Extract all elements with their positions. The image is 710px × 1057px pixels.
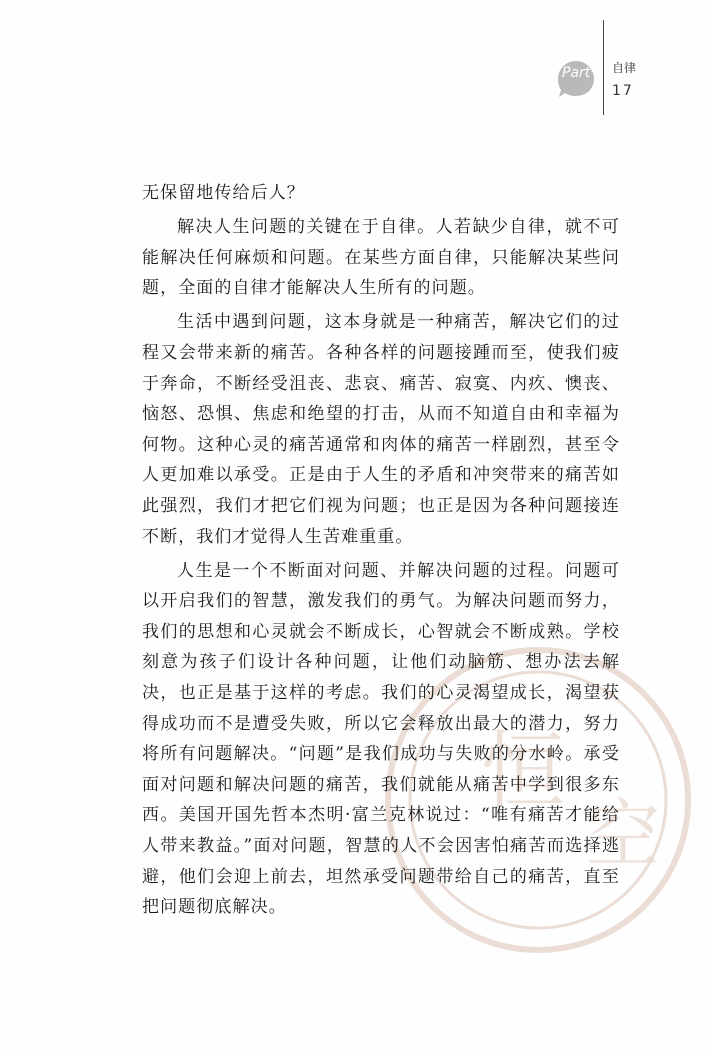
paragraph-continuation: 无保留地传给后人？ (142, 183, 305, 203)
paragraph: 解决人生问题的关键在于自律。人若缺少自律，就不可能解决任何麻烦和问题。在某些方面自律，只能解决某些问题，全面的自律才能解决人生所有的问题。 (142, 217, 620, 299)
body-text (142, 178, 620, 923)
svg-text:空: 空 (586, 792, 660, 878)
paragraph: 生活中遇到问题，这本身就是一种痛苦，解决它们的过程又会带来新的痛苦。各种各样的问题接踵而至，使我们疲于奔命，不断经受沮丧、悲哀、痛苦、寂寞、内疚、懊丧、恼怒、恐惧、焦虑和绝望的打击，从而不知道自由和幸福为何物。这种心灵的痛苦通常和肉体的痛苦一样剧烈，甚至令人更加难以承受。正是由于人生的矛盾和冲突带来的痛苦如此强烈，我们才把它们视为问题；也正是因为各种问题接连不断，我们才觉得人生苦难重重。 (142, 312, 620, 547)
section-title: 自律 (612, 61, 637, 75)
page-number: 17 (612, 83, 634, 99)
header-divider (603, 20, 604, 115)
paragraph: 人生是一个不断面对问题、并解决问题的过程。问题可以开启我们的智慧，激发我们的勇气。为解决问题而努力，我们的思想和心灵就会不断成长，心智就会不断成熟。学校刻意为孩子们设计各种问题，让他们动脑筋、想办法去解决，也正是基于这样的考虑。我们的心灵渴望成长，渴望获得成功而不是遭受失败，所以它会释放出最大的潜力，努力将所有问题解决。“问题”是我们成功与失败的分水岭。承受面对问题和解决问题的痛苦，我们就能从痛苦中学到很多东西。美国开国先哲本杰明·富兰克林说过：“唯有痛苦才能给人带来教益。”面对问题，智慧的人不会因害怕痛苦而选择逃避，他们会迎上前去，坦然承受问题带给自己的痛苦，直至把问题彻底解决。 (142, 560, 620, 918)
svg-text:恒: 恒 (480, 722, 566, 820)
part-label: Part$^1$ (562, 65, 597, 81)
